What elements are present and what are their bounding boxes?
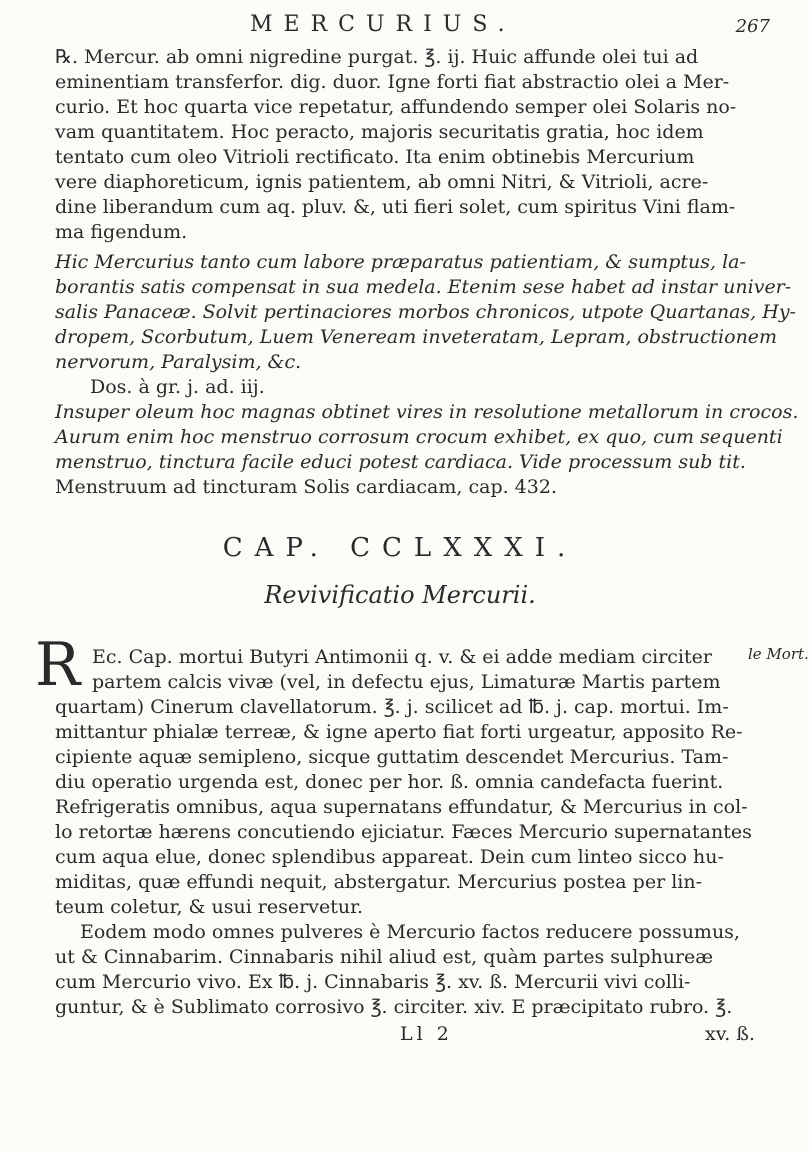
text-line: eminentiam transferfor. dig. duor. Igne forti fiat abstractio olei a Mer-	[55, 71, 730, 93]
drop-initial: R	[35, 630, 81, 700]
running-title: MERCURIUS.	[250, 12, 516, 37]
body-line: cum aqua elue, donec splendibus appareat. Dein cum linteo sicco hu-	[55, 846, 724, 868]
page-number: 267	[735, 16, 770, 37]
body-line: cipiente aquæ semipleno, sicque guttatim descendet Mercurius. Tam-	[55, 746, 729, 768]
chapter-number: CAP. CCLXXXI.	[222, 533, 578, 563]
body-line: mittantur phialæ terreæ, & igne aperto fiat forti urgeatur, apposito Re-	[55, 721, 743, 743]
italic-line: borantis satis compensat in sua medela. Etenim sese habet ad instar univer-	[55, 276, 792, 298]
body-line: lo retortæ hærens concutiendo ejiciatur. Fæces Mercurio supernatantes	[55, 821, 752, 843]
insuper-line: menstruo, tinctura facile educi potest cardiaca. Vide processum sub tit.	[55, 451, 746, 473]
italic-line: nervorum, Paralysim, &c.	[55, 351, 302, 373]
italic-line: Hic Mercurius tanto cum labore præparatus patientiam, & sumptus, la-	[55, 251, 746, 273]
signature-mark: Ll 2	[400, 1023, 453, 1045]
body-line: Eodem modo omnes pulveres è Mercurio factos reducere possumus,	[80, 921, 740, 943]
insuper-line: Aurum enim hoc menstruo corrosum crocum exhibet, ex quo, cum sequenti	[55, 426, 783, 448]
insuper-line: Insuper oleum hoc magnas obtinet vires in resolutione metallorum in crocos.	[55, 401, 799, 423]
body-line: guntur, & è Sublimato corrosivo ℥. circiter. xiv. E præcipitato rubro. ℥.	[55, 996, 733, 1018]
text-line: curio. Et hoc quarta vice repetatur, affundendo semper olei Solaris no-	[55, 96, 737, 118]
catchword: xv. ß.	[705, 1023, 756, 1045]
body-line: diu operatio urgenda est, donec per hor. ß. omnia candefacta fuerint.	[55, 771, 724, 793]
text-line: tentato cum oleo Vitrioli rectificato. Ita enim obtinebis Mercurium	[55, 146, 695, 168]
body-line: cum Mercurio vivo. Ex ℔. j. Cinnabaris ℥. xv. ß. Mercurii vivi colli-	[55, 971, 691, 993]
body-line: quartam) Cinerum clavellatorum. ℥. j. scilicet ad ℔. j. cap. mortui. Im-	[55, 696, 729, 718]
body-line: Ec. Cap. mortui Butyri Antimonii q. v. & ei adde mediam circiter	[92, 646, 712, 668]
chapter-title: Revivificatio Mercurii.	[264, 581, 536, 609]
italic-line: salis Panaceæ. Solvit pertinaciores morbos chronicos, utpote Quartanas, Hy-	[55, 301, 796, 323]
dose-line: Dos. à gr. j. ad. iij.	[90, 376, 265, 398]
italic-line: dropem, Scorbutum, Luem Veneream inveteratam, Lepram, obstructionem	[55, 326, 778, 348]
text-line: vam quantitatem. Hoc peracto, majoris securitatis gratia, hoc idem	[55, 121, 704, 143]
body-line: ut & Cinnabarim. Cinnabaris nihil aliud est, quàm partes sulphureæ	[55, 946, 714, 968]
insuper-line: Menstruum ad tincturam Solis cardiacam, cap. 432.	[55, 476, 557, 498]
body-line: partem calcis vivæ (vel, in defectu ejus, Limaturæ Martis partem	[92, 671, 721, 693]
body-line: Refrigeratis omnibus, aqua supernatans effundatur, & Mercurius in col-	[55, 796, 748, 818]
body-line: miditas, quæ effundi nequit, abstergatur. Mercurius postea per lin-	[55, 871, 703, 893]
text-line: vere diaphoreticum, ignis patientem, ab omni Nitri, & Vitrioli, acre-	[55, 171, 709, 193]
body-line: teum coletur, & usui reservetur.	[55, 896, 364, 918]
page-header	[250, 12, 770, 46]
text-line: dine liberandum cum aq. pluv. &, uti fieri solet, cum spiritus Vini flam-	[55, 196, 736, 218]
margin-note: le Mort.	[748, 645, 809, 663]
text-line: ℞. Mercur. ab omni nigredine purgat. ℥. ij. Huic affunde olei tui ad	[55, 46, 699, 68]
text-line: ma figendum.	[55, 221, 188, 243]
